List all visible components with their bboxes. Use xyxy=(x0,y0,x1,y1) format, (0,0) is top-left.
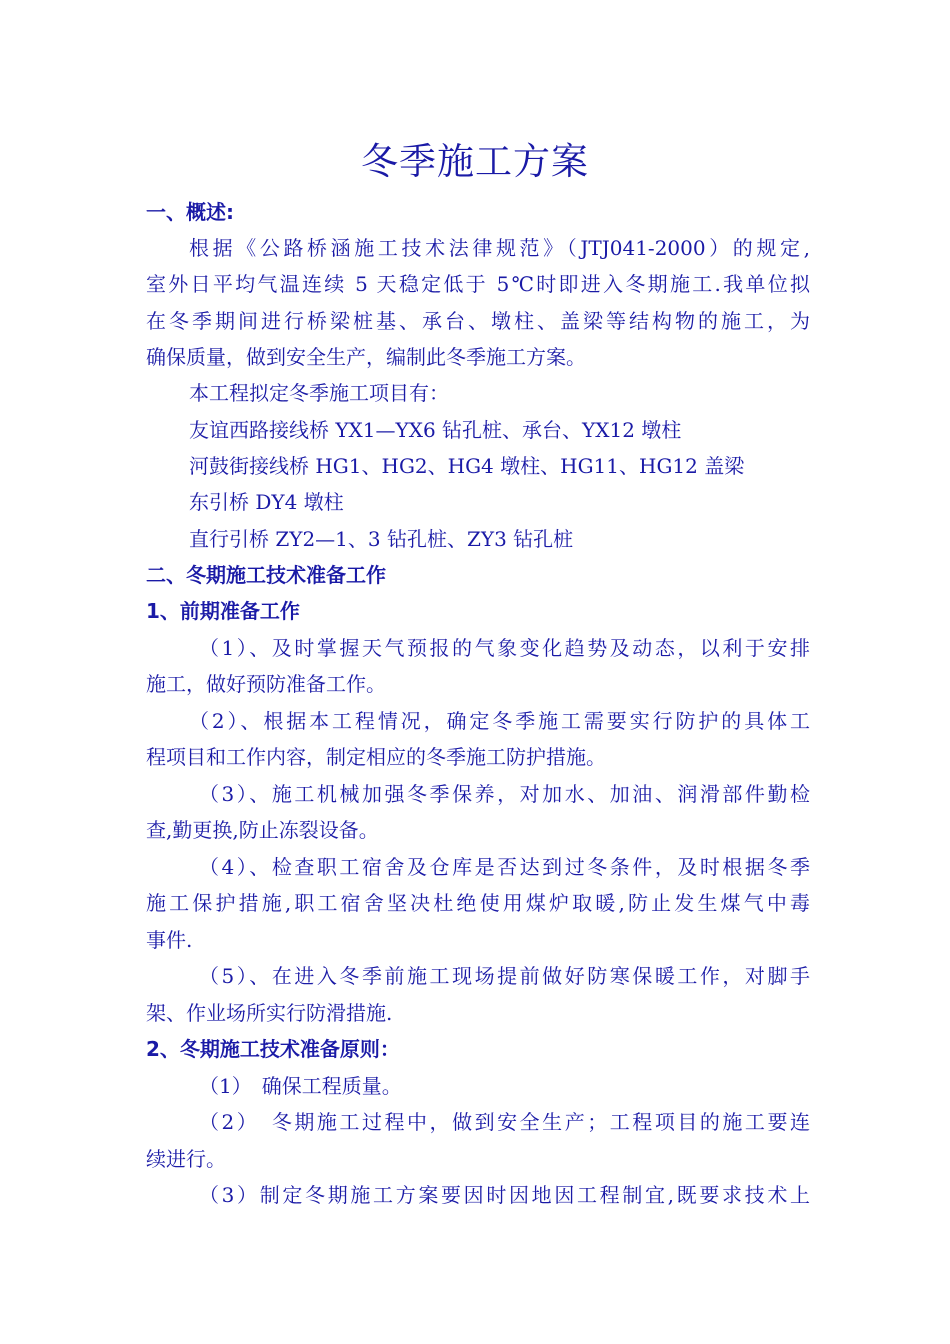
paragraph-line: 事件. xyxy=(146,928,193,952)
section-heading-overview: 一、概述: xyxy=(146,200,234,224)
paragraph-line: 架、作业场所实行防滑措施. xyxy=(146,1001,393,1025)
list-item: 河鼓街接线桥 HG1、HG2、HG4 墩柱、HG11、HG12 盖梁 xyxy=(189,454,745,478)
list-item: 东引桥 DY4 墩柱 xyxy=(189,490,344,514)
list-item: 友谊西路接线桥 YX1—YX6 钻孔桩、承台、YX12 墩柱 xyxy=(189,418,682,442)
section-heading-preparation: 二、冬期施工技术准备工作 xyxy=(146,563,386,587)
document-title: 冬季施工方案 xyxy=(361,140,589,183)
paragraph-line: 施工，做好预防准备工作。 xyxy=(146,672,386,696)
subsection-heading-principles: 2、冬期施工技术准备原则： xyxy=(146,1037,400,1061)
paragraph-line: 本工程拟定冬季施工项目有： xyxy=(189,381,449,405)
paragraph-line: 施工保护措施,职工宿舍坚决杜绝使用煤炉取暖,防止发生煤气中毒 xyxy=(146,891,810,915)
paragraph-line: （2） 冬期施工过程中，做到安全生产；工程项目的施工要连 xyxy=(199,1110,810,1134)
paragraph-line: 程项目和工作内容，制定相应的冬季施工防护措施。 xyxy=(146,745,606,769)
paragraph-line: （2）、根据本工程情况，确定冬季施工需要实行防护的具体工 xyxy=(189,709,810,733)
paragraph-line: （1） 确保工程质量。 xyxy=(199,1074,402,1098)
list-item: 直行引桥 ZY2—1、3 钻孔桩、ZY3 钻孔桩 xyxy=(189,527,574,551)
paragraph-line: （3）制定冬期施工方案要因时因地因工程制宜,既要求技术上 xyxy=(199,1183,810,1207)
paragraph-line: 查,勤更换,防止冻裂设备。 xyxy=(146,818,379,842)
paragraph-line: （3）、施工机械加强冬季保养，对加水、加油、润滑部件勤检 xyxy=(199,782,810,806)
paragraph-line: （1）、及时掌握天气预报的气象变化趋势及动态，以利于安排 xyxy=(199,636,810,660)
paragraph-line: （5）、在进入冬季前施工现场提前做好防寒保暖工作，对脚手 xyxy=(199,964,810,988)
paragraph-line: 室外日平均气温连续 5 天稳定低于 5℃时即进入冬期施工.我单位拟 xyxy=(146,272,810,296)
paragraph-line: 根据《公路桥涵施工技术法律规范》（JTJ041-2000）的规定, xyxy=(189,236,810,260)
paragraph-line: 续进行。 xyxy=(146,1147,226,1171)
paragraph-line: 确保质量，做到安全生产，编制此冬季施工方案。 xyxy=(146,345,586,369)
paragraph-line: （4）、检查职工宿舍及仓库是否达到过冬条件，及时根据冬季 xyxy=(199,855,810,879)
paragraph-line: 在冬季期间进行桥梁桩基、承台、墩柱、盖梁等结构物的施工，为 xyxy=(146,309,810,333)
subsection-heading-early-prep: 1、前期准备工作 xyxy=(146,599,300,623)
